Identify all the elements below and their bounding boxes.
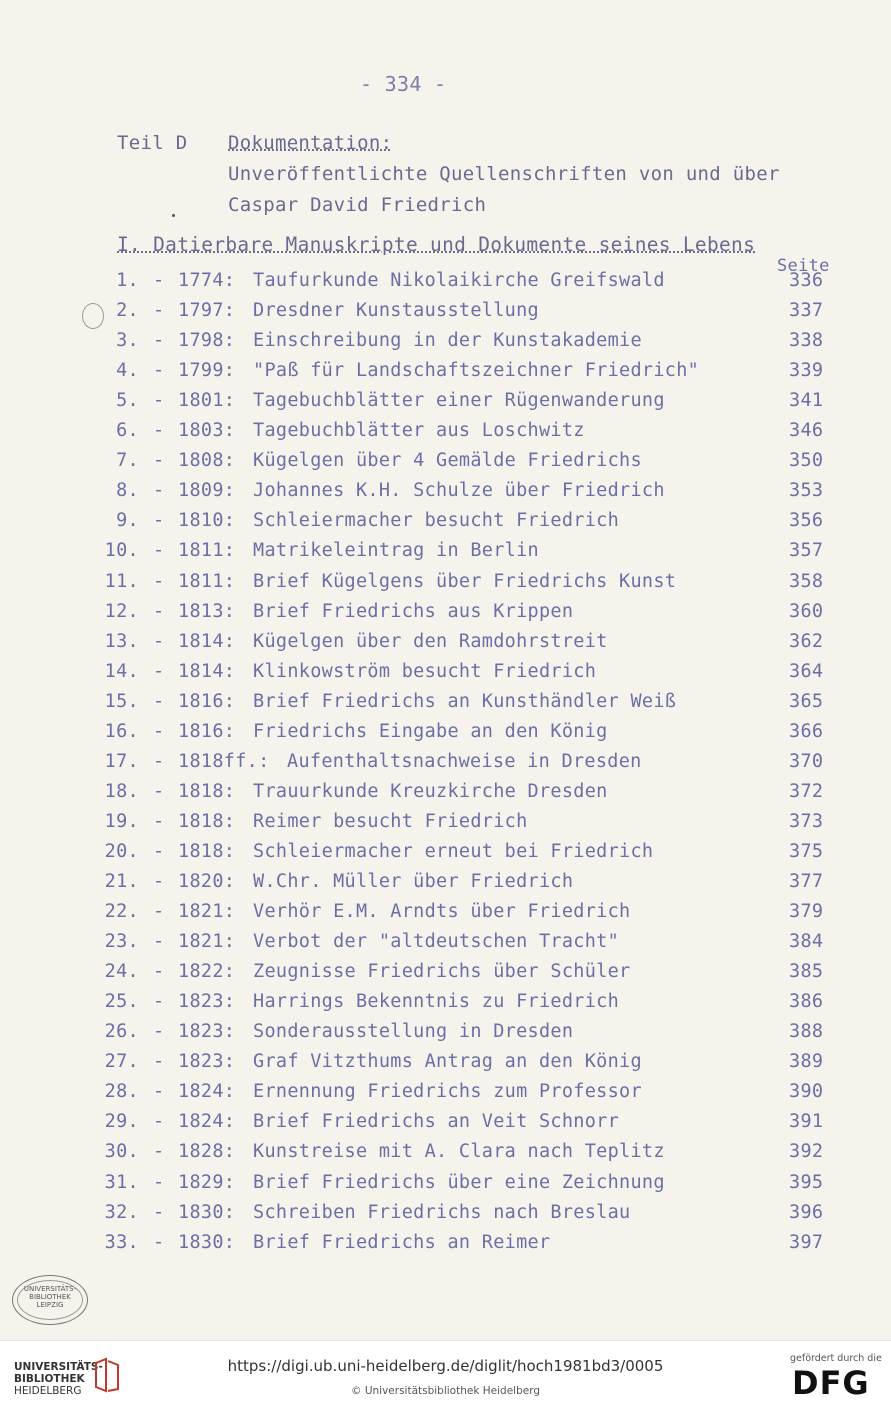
list-item	[0, 781, 891, 811]
entry-dash: -	[153, 1081, 165, 1103]
entry-number: 10.	[104, 540, 139, 562]
list-item	[0, 1021, 891, 1051]
entry-dash: -	[153, 390, 165, 412]
entry-year: 1830:	[178, 1201, 236, 1223]
entry-number: 7.	[116, 450, 139, 472]
entry-dash: -	[153, 600, 165, 622]
entry-title: Brief Friedrichs an Veit Schnorr	[253, 1111, 620, 1133]
entry-number: 27.	[104, 1051, 139, 1073]
entry-page: 364	[789, 660, 824, 682]
list-item	[0, 571, 891, 601]
entry-dash: -	[153, 300, 165, 322]
entry-dash: -	[153, 570, 165, 592]
entry-number: 32.	[104, 1201, 139, 1223]
entry-year: 1803:	[178, 420, 236, 442]
entry-number: 1.	[116, 270, 139, 291]
list-item	[0, 631, 891, 661]
entry-dash: -	[153, 1171, 165, 1193]
entry-page: 365	[789, 690, 824, 712]
entry-dash: -	[153, 480, 165, 502]
entry-number: 5.	[116, 390, 139, 412]
list-item	[0, 661, 891, 691]
dfg-logo[interactable]: DFG	[792, 1364, 870, 1402]
copyright-notice: © Universitätsbibliothek Heidelberg	[350, 1385, 540, 1397]
entry-number: 15.	[104, 690, 139, 712]
entry-title: Brief Friedrichs aus Krippen	[253, 600, 574, 622]
entry-page: 338	[789, 330, 824, 352]
ink-dot	[172, 214, 175, 217]
entry-number: 30.	[104, 1141, 139, 1163]
entry-page: 360	[789, 600, 824, 622]
entry-title: Dresdner Kunstausstellung	[253, 300, 539, 322]
entry-dash: -	[153, 330, 165, 352]
entry-title: "Paß für Landschaftszeichner Friedrich"	[253, 360, 700, 382]
entry-title: Brief Friedrichs an Reimer	[253, 1231, 551, 1253]
entry-number: 23.	[104, 931, 139, 953]
entry-year: 1820:	[178, 871, 236, 892]
funding-note: gefördert durch die	[790, 1353, 882, 1364]
entry-page: 358	[789, 570, 824, 592]
list-item	[0, 510, 891, 540]
entry-page: 337	[789, 300, 824, 322]
entry-title: Tagebuchblätter aus Loschwitz	[253, 420, 585, 442]
entry-number: 2.	[116, 300, 139, 322]
entry-title: Graf Vitzthums Antrag an den König	[253, 1051, 642, 1073]
list-item	[0, 691, 891, 721]
entry-number: 13.	[104, 630, 139, 652]
stamp-line2: BIBLIOTHEK	[29, 1293, 71, 1301]
entry-dash: -	[153, 450, 165, 472]
part-title: Dokumentation:	[228, 132, 393, 154]
entry-number: 8.	[116, 480, 139, 502]
entry-page: 372	[789, 780, 824, 802]
entry-title: Trauurkunde Kreuzkirche Dresden	[253, 780, 608, 802]
list-item	[0, 300, 891, 330]
entry-dash: -	[153, 901, 165, 923]
entry-dash: -	[153, 840, 165, 862]
list-item	[0, 901, 891, 931]
entry-page: 396	[789, 1201, 824, 1223]
entry-dash: -	[153, 510, 165, 532]
entry-year: 1813:	[178, 600, 236, 622]
entry-year: 1829:	[178, 1171, 236, 1193]
entry-year: 1809:	[178, 480, 236, 502]
entry-page: 373	[789, 810, 824, 832]
entry-year: 1823:	[178, 1021, 236, 1043]
entry-year: 1821:	[178, 931, 236, 953]
entry-title: Schreiben Friedrichs nach Breslau	[253, 1201, 631, 1223]
list-item	[0, 360, 891, 390]
entry-dash: -	[153, 780, 165, 802]
list-item	[0, 601, 891, 631]
entry-page: 391	[789, 1111, 824, 1133]
entry-page: 375	[789, 840, 824, 862]
entry-number: 17.	[104, 750, 139, 772]
entry-number: 29.	[104, 1111, 139, 1133]
list-item	[0, 1141, 891, 1171]
list-item	[0, 390, 891, 420]
entry-year: 1818:	[178, 780, 236, 802]
entry-year: 1774:	[178, 270, 236, 291]
entry-title: W.Chr. Müller über Friedrich	[253, 871, 574, 892]
entry-number: 19.	[104, 810, 139, 832]
list-item	[0, 1202, 891, 1232]
entry-title: Friedrichs Eingabe an den König	[253, 720, 608, 742]
stamp-line3: LEIPZIG	[36, 1301, 64, 1309]
list-item	[0, 991, 891, 1021]
list-item	[0, 721, 891, 751]
entry-title: Taufurkunde Nikolaikirche Greifswald	[253, 270, 665, 291]
entry-year: 1830:	[178, 1231, 236, 1253]
entry-dash: -	[153, 270, 165, 291]
entry-dash: -	[153, 1051, 165, 1073]
entry-title: Brief Friedrichs an Kunsthändler Weiß	[253, 690, 677, 712]
list-item	[0, 1051, 891, 1081]
logo-line1: UNIVERSITÄTS-	[14, 1361, 103, 1373]
entry-page: 357	[789, 540, 824, 562]
entry-page: 397	[789, 1231, 824, 1253]
entry-title: Reimer besucht Friedrich	[253, 810, 528, 832]
entry-year: 1818ff.:	[178, 750, 270, 772]
entry-title: Sonderausstellung in Dresden	[253, 1021, 574, 1043]
library-stamp	[12, 1275, 88, 1325]
entry-title: Kügelgen über 4 Gemälde Friedrichs	[253, 450, 642, 472]
list-item	[0, 540, 891, 570]
entry-year: 1811:	[178, 540, 236, 562]
entry-number: 22.	[104, 901, 139, 923]
entry-number: 24.	[104, 961, 139, 983]
entry-title: Aufenthaltsnachweise in Dresden	[287, 750, 642, 772]
entry-page: 390	[789, 1081, 824, 1103]
entry-year: 1799:	[178, 360, 236, 382]
entry-dash: -	[153, 810, 165, 832]
list-item	[0, 450, 891, 480]
entry-year: 1811:	[178, 570, 236, 592]
entry-title: Verbot der "altdeutschen Tracht"	[253, 931, 620, 953]
entry-year: 1797:	[178, 300, 236, 322]
entry-title: Schleiermacher besucht Friedrich	[253, 510, 620, 532]
entry-number: 6.	[116, 420, 139, 442]
entry-dash: -	[153, 1141, 165, 1163]
list-item	[0, 330, 891, 360]
entry-year: 1818:	[178, 810, 236, 832]
list-item	[0, 961, 891, 991]
list-item	[0, 270, 891, 300]
entry-dash: -	[153, 630, 165, 652]
part-label: Teil D	[117, 132, 188, 154]
entry-year: 1828:	[178, 1141, 236, 1163]
entry-number: 28.	[104, 1081, 139, 1103]
list-item	[0, 1111, 891, 1141]
entry-number: 21.	[104, 871, 139, 892]
entry-dash: -	[153, 360, 165, 382]
entry-year: 1821:	[178, 901, 236, 923]
entry-number: 26.	[104, 1021, 139, 1043]
entry-title: Zeugnisse Friedrichs über Schüler	[253, 961, 631, 983]
entry-year: 1823:	[178, 1051, 236, 1073]
entry-dash: -	[153, 931, 165, 953]
entry-dash: -	[153, 871, 165, 892]
entry-number: 9.	[116, 510, 139, 532]
entry-page: 379	[789, 901, 824, 923]
entry-year: 1810:	[178, 510, 236, 532]
entry-page: 341	[789, 390, 824, 412]
list-item	[0, 480, 891, 510]
entry-title: Johannes K.H. Schulze über Friedrich	[253, 480, 665, 502]
entry-year: 1814:	[178, 630, 236, 652]
list-item	[0, 931, 891, 961]
entry-page: 395	[789, 1171, 824, 1193]
logo-line2: BIBLIOTHEK	[14, 1373, 85, 1385]
entry-number: 3.	[116, 330, 139, 352]
entry-title: Kunstreise mit A. Clara nach Teplitz	[253, 1141, 665, 1163]
entry-dash: -	[153, 961, 165, 983]
entry-page: 384	[789, 931, 824, 953]
entry-dash: -	[153, 1231, 165, 1253]
entry-year: 1822:	[178, 961, 236, 983]
part-subtitle-line2: Caspar David Friedrich	[228, 194, 487, 216]
page-number: - 334 -	[360, 72, 447, 96]
entry-dash: -	[153, 540, 165, 562]
entry-year: 1824:	[178, 1111, 236, 1133]
entry-dash: -	[153, 420, 165, 442]
entry-page: 386	[789, 991, 824, 1013]
entry-dash: -	[153, 1021, 165, 1043]
entry-title: Tagebuchblätter einer Rügenwanderung	[253, 390, 665, 412]
entry-title: Harrings Bekenntnis zu Friedrich	[253, 991, 620, 1013]
entry-page: 362	[789, 630, 824, 652]
list-item	[0, 1172, 891, 1202]
entry-page: 377	[789, 871, 824, 892]
entry-number: 12.	[104, 600, 139, 622]
entry-title: Verhör E.M. Arndts über Friedrich	[253, 901, 631, 923]
list-item	[0, 751, 891, 781]
stamp-line1: UNIVERSITÄTS-	[23, 1285, 77, 1293]
entry-number: 16.	[104, 720, 139, 742]
entry-year: 1814:	[178, 660, 236, 682]
list-item	[0, 1232, 891, 1262]
entry-number: 4.	[116, 360, 139, 382]
entry-page: 336	[789, 270, 824, 291]
entry-year: 1798:	[178, 330, 236, 352]
entry-dash: -	[153, 1111, 165, 1133]
entry-dash: -	[153, 991, 165, 1013]
entry-number: 25.	[104, 991, 139, 1013]
entry-year: 1816:	[178, 720, 236, 742]
list-item	[0, 420, 891, 450]
entry-dash: -	[153, 690, 165, 712]
entry-number: 33.	[104, 1231, 139, 1253]
entry-number: 14.	[104, 660, 139, 682]
entry-dash: -	[153, 750, 165, 772]
entry-page: 389	[789, 1051, 824, 1073]
entry-page: 339	[789, 360, 824, 382]
entry-page: 370	[789, 750, 824, 772]
entry-page: 366	[789, 720, 824, 742]
entry-year: 1808:	[178, 450, 236, 472]
entry-title: Einschreibung in der Kunstakademie	[253, 330, 642, 352]
entry-dash: -	[153, 660, 165, 682]
entry-title: Ernennung Friedrichs zum Professor	[253, 1081, 642, 1103]
entry-dash: -	[153, 1201, 165, 1223]
entry-year: 1823:	[178, 991, 236, 1013]
entry-year: 1816:	[178, 690, 236, 712]
viewer-footer	[0, 1340, 891, 1409]
entry-title: Matrikeleintrag in Berlin	[253, 540, 539, 562]
list-item	[0, 1081, 891, 1111]
logo-line3: HEIDELBERG	[14, 1385, 82, 1397]
entry-number: 11.	[104, 570, 139, 592]
entry-page: 356	[789, 510, 824, 532]
entry-title: Klinkowström besucht Friedrich	[253, 660, 597, 682]
entry-number: 18.	[104, 780, 139, 802]
entry-title: Kügelgen über den Ramdohrstreit	[253, 630, 608, 652]
entry-year: 1801:	[178, 390, 236, 412]
entry-number: 31.	[104, 1171, 139, 1193]
list-item	[0, 841, 891, 871]
entry-title: Brief Friedrichs über eine Zeichnung	[253, 1171, 665, 1193]
entry-page: 353	[789, 480, 824, 502]
part-subtitle-line1: Unveröffentlichte Quellenschriften von und über	[228, 163, 780, 185]
entry-title: Brief Kügelgens über Friedrichs Kunst	[253, 570, 677, 592]
entry-dash: -	[153, 720, 165, 742]
entry-page: 388	[789, 1021, 824, 1043]
list-item	[0, 871, 891, 901]
entry-title: Schleiermacher erneut bei Friedrich	[253, 840, 654, 862]
entry-number: 20.	[104, 840, 139, 862]
entry-year: 1824:	[178, 1081, 236, 1103]
entry-page: 392	[789, 1141, 824, 1163]
entry-page: 346	[789, 420, 824, 442]
page-column-label: Seite	[777, 256, 830, 276]
stamp-text	[13, 1285, 87, 1309]
entry-page: 385	[789, 961, 824, 983]
section-title: I. Datierbare Manuskripte und Dokumente seines Lebens	[117, 233, 756, 256]
entry-page: 350	[789, 450, 824, 472]
permalink-url[interactable]: https://digi.ub.uni-heidelberg.de/diglit/hoch1981bd3/0005	[227, 1357, 664, 1375]
list-item	[0, 811, 891, 841]
entry-year: 1818:	[178, 840, 236, 862]
